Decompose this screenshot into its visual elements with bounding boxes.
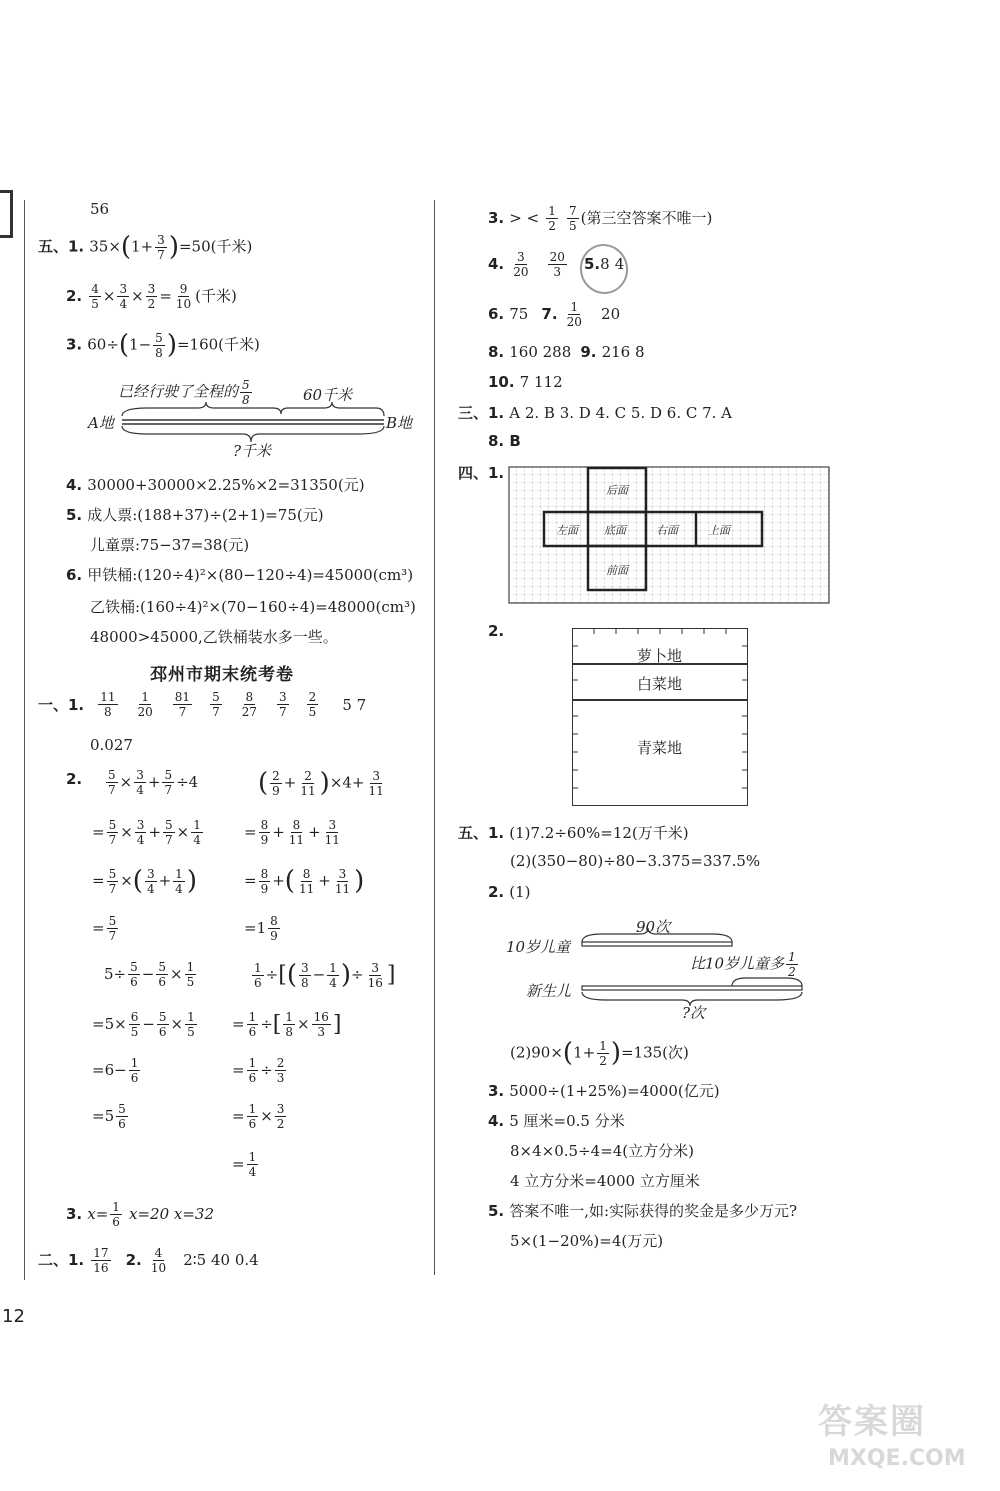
- calc-r3b: = $\frac{8}{9}$ +( $\frac{8}{11}$ + $\frac{3}{11}$ ): [244, 866, 365, 896]
- bar-brackets: [576, 912, 816, 1022]
- calc-r6a: =5× $\frac{6}{5}$ − $\frac{5}{6}$ × $\frac{1}{5}$: [92, 1010, 195, 1039]
- label: 五、1.: [38, 237, 85, 256]
- field-ticks: [572, 628, 750, 808]
- net-face-left: 左面: [556, 524, 578, 537]
- text: =50(千米): [178, 237, 253, 256]
- left-wu5: 5. 成人票:(188+37)÷(2+1)=75(元): [66, 506, 324, 524]
- right-wu2-b: (2)90×(1+ $\frac{1}{2}$ )=135(次): [510, 1038, 689, 1068]
- diagram-label: ?次: [682, 1004, 706, 1022]
- calc-r4b: =1 $\frac{8}{9}$: [244, 914, 278, 943]
- right-s6: 6. 75 7. $\frac{1}{20}$ 20: [488, 300, 621, 329]
- column-divider: [434, 200, 435, 1275]
- left-wu6: 6. 甲铁桶:(120÷4)²×(80−120÷4)=45000(cm³): [66, 566, 414, 584]
- comparison-diagram: [506, 912, 816, 1022]
- right-wu2: 2. (1): [488, 883, 531, 901]
- calc-r8b: = $\frac{1}{6}$ × $\frac{3}{2}$: [232, 1102, 285, 1131]
- left-wu1: 五、1. 35×(1+ $\frac{3}{7}$ )=50(千米): [38, 232, 253, 262]
- calc-r5b: $\frac{1}{6}$ ÷[( $\frac{3}{8}$ − $\frac{1}{4}$ )÷ $\frac{3}{16}$ ]: [254, 960, 396, 990]
- net-face-right1: 右面: [656, 524, 678, 537]
- right-s4: 4. $\frac{3}{20}$ $\frac{20}{3}$ 5.8 4: [488, 250, 625, 279]
- left-56: 56: [90, 200, 110, 218]
- fraction: $\frac{3}{7}$: [279, 690, 287, 719]
- right-san8: 8. B: [488, 432, 521, 450]
- right-si2-label: 2.: [488, 622, 505, 640]
- calc-r2a: = $\frac{5}{7}$ × $\frac{3}{4}$ + $\frac{5}{7}$ × $\frac{1}{4}$: [92, 818, 201, 847]
- fraction: $\frac{8}{27}$: [241, 690, 257, 719]
- net-face-bottom: 前面: [606, 564, 628, 577]
- left-yi1: 一、1. $\frac{11}{8}$ $\frac{1}{20}$ $\frac{81}{7}$ $\frac{5}{7}$ $\frac{8}{27}$ $\frac{3}{7}$ $\frac{2}{5}$ 5 7: [38, 690, 367, 719]
- left-wu2: 2. $\frac{4}{5}$ × $\frac{3}{4}$ × $\frac{3}{2}$ = $\frac{9}{10}$ (千米): [66, 282, 237, 311]
- fraction: $\frac{4}{5}$: [91, 282, 99, 311]
- net-face-center: 底面: [604, 524, 626, 537]
- section-title: 邳州市期末统考卷: [150, 665, 294, 685]
- calc-r6b: = $\frac{1}{6}$ ÷[ $\frac{1}{8}$ × $\frac{16}{3}$ ]: [232, 1010, 342, 1039]
- watermark-logo: 答案圈: [818, 1402, 926, 1442]
- label: 2.: [66, 287, 83, 305]
- fraction: $\frac{3}{2}$: [147, 282, 156, 311]
- left-wu3: 3. 60÷(1− $\frac{5}{8}$ )=160(千米): [66, 330, 260, 360]
- right-wu5-b: 5×(1−20%)=4(万元): [510, 1232, 664, 1250]
- fraction: $\frac{3}{7}$: [157, 232, 165, 262]
- fraction: $\frac{11}{8}$: [100, 690, 116, 719]
- right-wu1: 五、1. (1)7.2÷60%=12(万千米): [458, 824, 689, 842]
- calc-r8a: =5 $\frac{5}{6}$: [92, 1102, 126, 1131]
- left-wu6-c: 48000>45000,乙铁桶装水多一些。: [90, 628, 338, 646]
- distance-diagram: [88, 378, 418, 458]
- diagram-label: 90次: [636, 918, 671, 936]
- text: 1+: [131, 237, 154, 256]
- diagram-label: 10岁儿童: [506, 938, 571, 956]
- right-wu4-b: 8×4×0.5÷4=4(立方分米): [510, 1142, 695, 1160]
- left-wu6-b: 乙铁桶:(160÷4)²×(70−160÷4)=48000(cm³): [90, 598, 416, 616]
- diagram-label: 60千米: [303, 386, 353, 404]
- left-wu5-b: 儿童票:75−37=38(元): [90, 536, 250, 554]
- fraction: $\frac{1}{20}$: [137, 690, 153, 719]
- left-yi1-b: 0.027: [90, 736, 133, 754]
- point-a: A地: [88, 414, 114, 432]
- left-yi2-label: 2.: [66, 770, 83, 788]
- right-s10: 10. 7 112: [488, 373, 563, 391]
- fraction: $\frac{9}{10}$: [175, 282, 192, 311]
- binding-bracket: [0, 190, 13, 238]
- field-c-label: 青菜地: [637, 739, 683, 757]
- calc-r7a: =6− $\frac{1}{6}$: [92, 1056, 139, 1085]
- calc-r1a: $\frac{5}{7}$ × $\frac{3}{4}$ + $\frac{5}{7}$ ÷4: [108, 768, 199, 797]
- diagram-label: 比10岁儿童多 $\frac{1}{2}$: [690, 950, 796, 979]
- fraction: $\frac{3}{4}$: [119, 282, 128, 311]
- right-wu5: 5. 答案不唯一,如:实际获得的奖金是多少万元?: [488, 1202, 798, 1220]
- diagram-label: ?千米: [233, 442, 272, 460]
- calc-r7b: = $\frac{1}{6}$ ÷ $\frac{2}{3}$: [232, 1056, 285, 1085]
- right-wu4: 4. 5 厘米=0.5 分米: [488, 1112, 625, 1130]
- net-face-right2: 上面: [708, 524, 730, 537]
- calc-r3a: = $\frac{5}{7}$ ×( $\frac{3}{4}$ + $\frac{1}{4}$ ): [92, 866, 197, 896]
- right-wu1-b: (2)(350−80)÷80−3.375=337.5%: [510, 852, 761, 870]
- text: 35×: [89, 237, 121, 256]
- calc-r1b: ( $\frac{2}{9}$ + $\frac{2}{11}$ )×4+ $\frac{3}{11}$: [258, 768, 384, 798]
- diagram-label: 新生儿: [526, 982, 572, 1000]
- left-yi3: 3. x= $\frac{1}{6}$ x=20 x=32: [66, 1200, 214, 1229]
- calc-r5a: 5÷ $\frac{5}{6}$ − $\frac{5}{6}$ × $\frac{1}{5}$: [104, 960, 195, 989]
- calc-r4a: = $\frac{5}{7}$: [92, 914, 117, 943]
- point-b: B地: [386, 414, 413, 432]
- left-er: 二、1. $\frac{17}{16}$ 2. $\frac{4}{10}$ 2∶5 40 0.4: [38, 1246, 259, 1275]
- net-face-top: 后面: [606, 484, 628, 497]
- calc-r2b: = $\frac{8}{9}$ + $\frac{8}{11}$ + $\frac{3}{11}$: [244, 818, 340, 847]
- binding-line: [24, 200, 25, 1280]
- diagram-label: 已经行驶了全程的 $\frac{5}{8}$: [118, 378, 250, 407]
- right-wu3: 3. 5000÷(1+25%)=4000(亿元): [488, 1082, 720, 1100]
- right-s8: 8. 160 288 9. 216 8: [488, 343, 645, 361]
- fraction: $\frac{5}{8}$: [155, 330, 163, 360]
- field-a-label: 萝卜地: [637, 647, 683, 665]
- fraction: $\frac{81}{7}$: [174, 690, 191, 719]
- right-wu4-c: 4 立方分米=4000 立方厘米: [510, 1172, 700, 1190]
- watermark-url: MXQE.COM: [828, 1446, 966, 1471]
- field-b-label: 白菜地: [637, 675, 683, 693]
- right-s3: 3. > < $\frac{1}{2}$ $\frac{7}{5}$ (第三空答案不唯一): [488, 204, 713, 233]
- seal-stamp: [574, 239, 633, 300]
- right-san: 三、1. A 2. B 3. D 4. C 5. D 6. C 7. A: [458, 404, 733, 422]
- page-number: 12: [2, 1306, 25, 1327]
- label: 3.: [66, 335, 83, 354]
- left-wu4: 4. 30000+30000×2.25%×2=31350(元): [66, 476, 365, 494]
- fraction: $\frac{2}{5}$: [308, 690, 317, 719]
- right-si1-label: 四、1.: [458, 464, 505, 482]
- calc-r9b: = $\frac{1}{4}$: [232, 1150, 257, 1179]
- fraction: $\frac{5}{7}$: [212, 690, 220, 719]
